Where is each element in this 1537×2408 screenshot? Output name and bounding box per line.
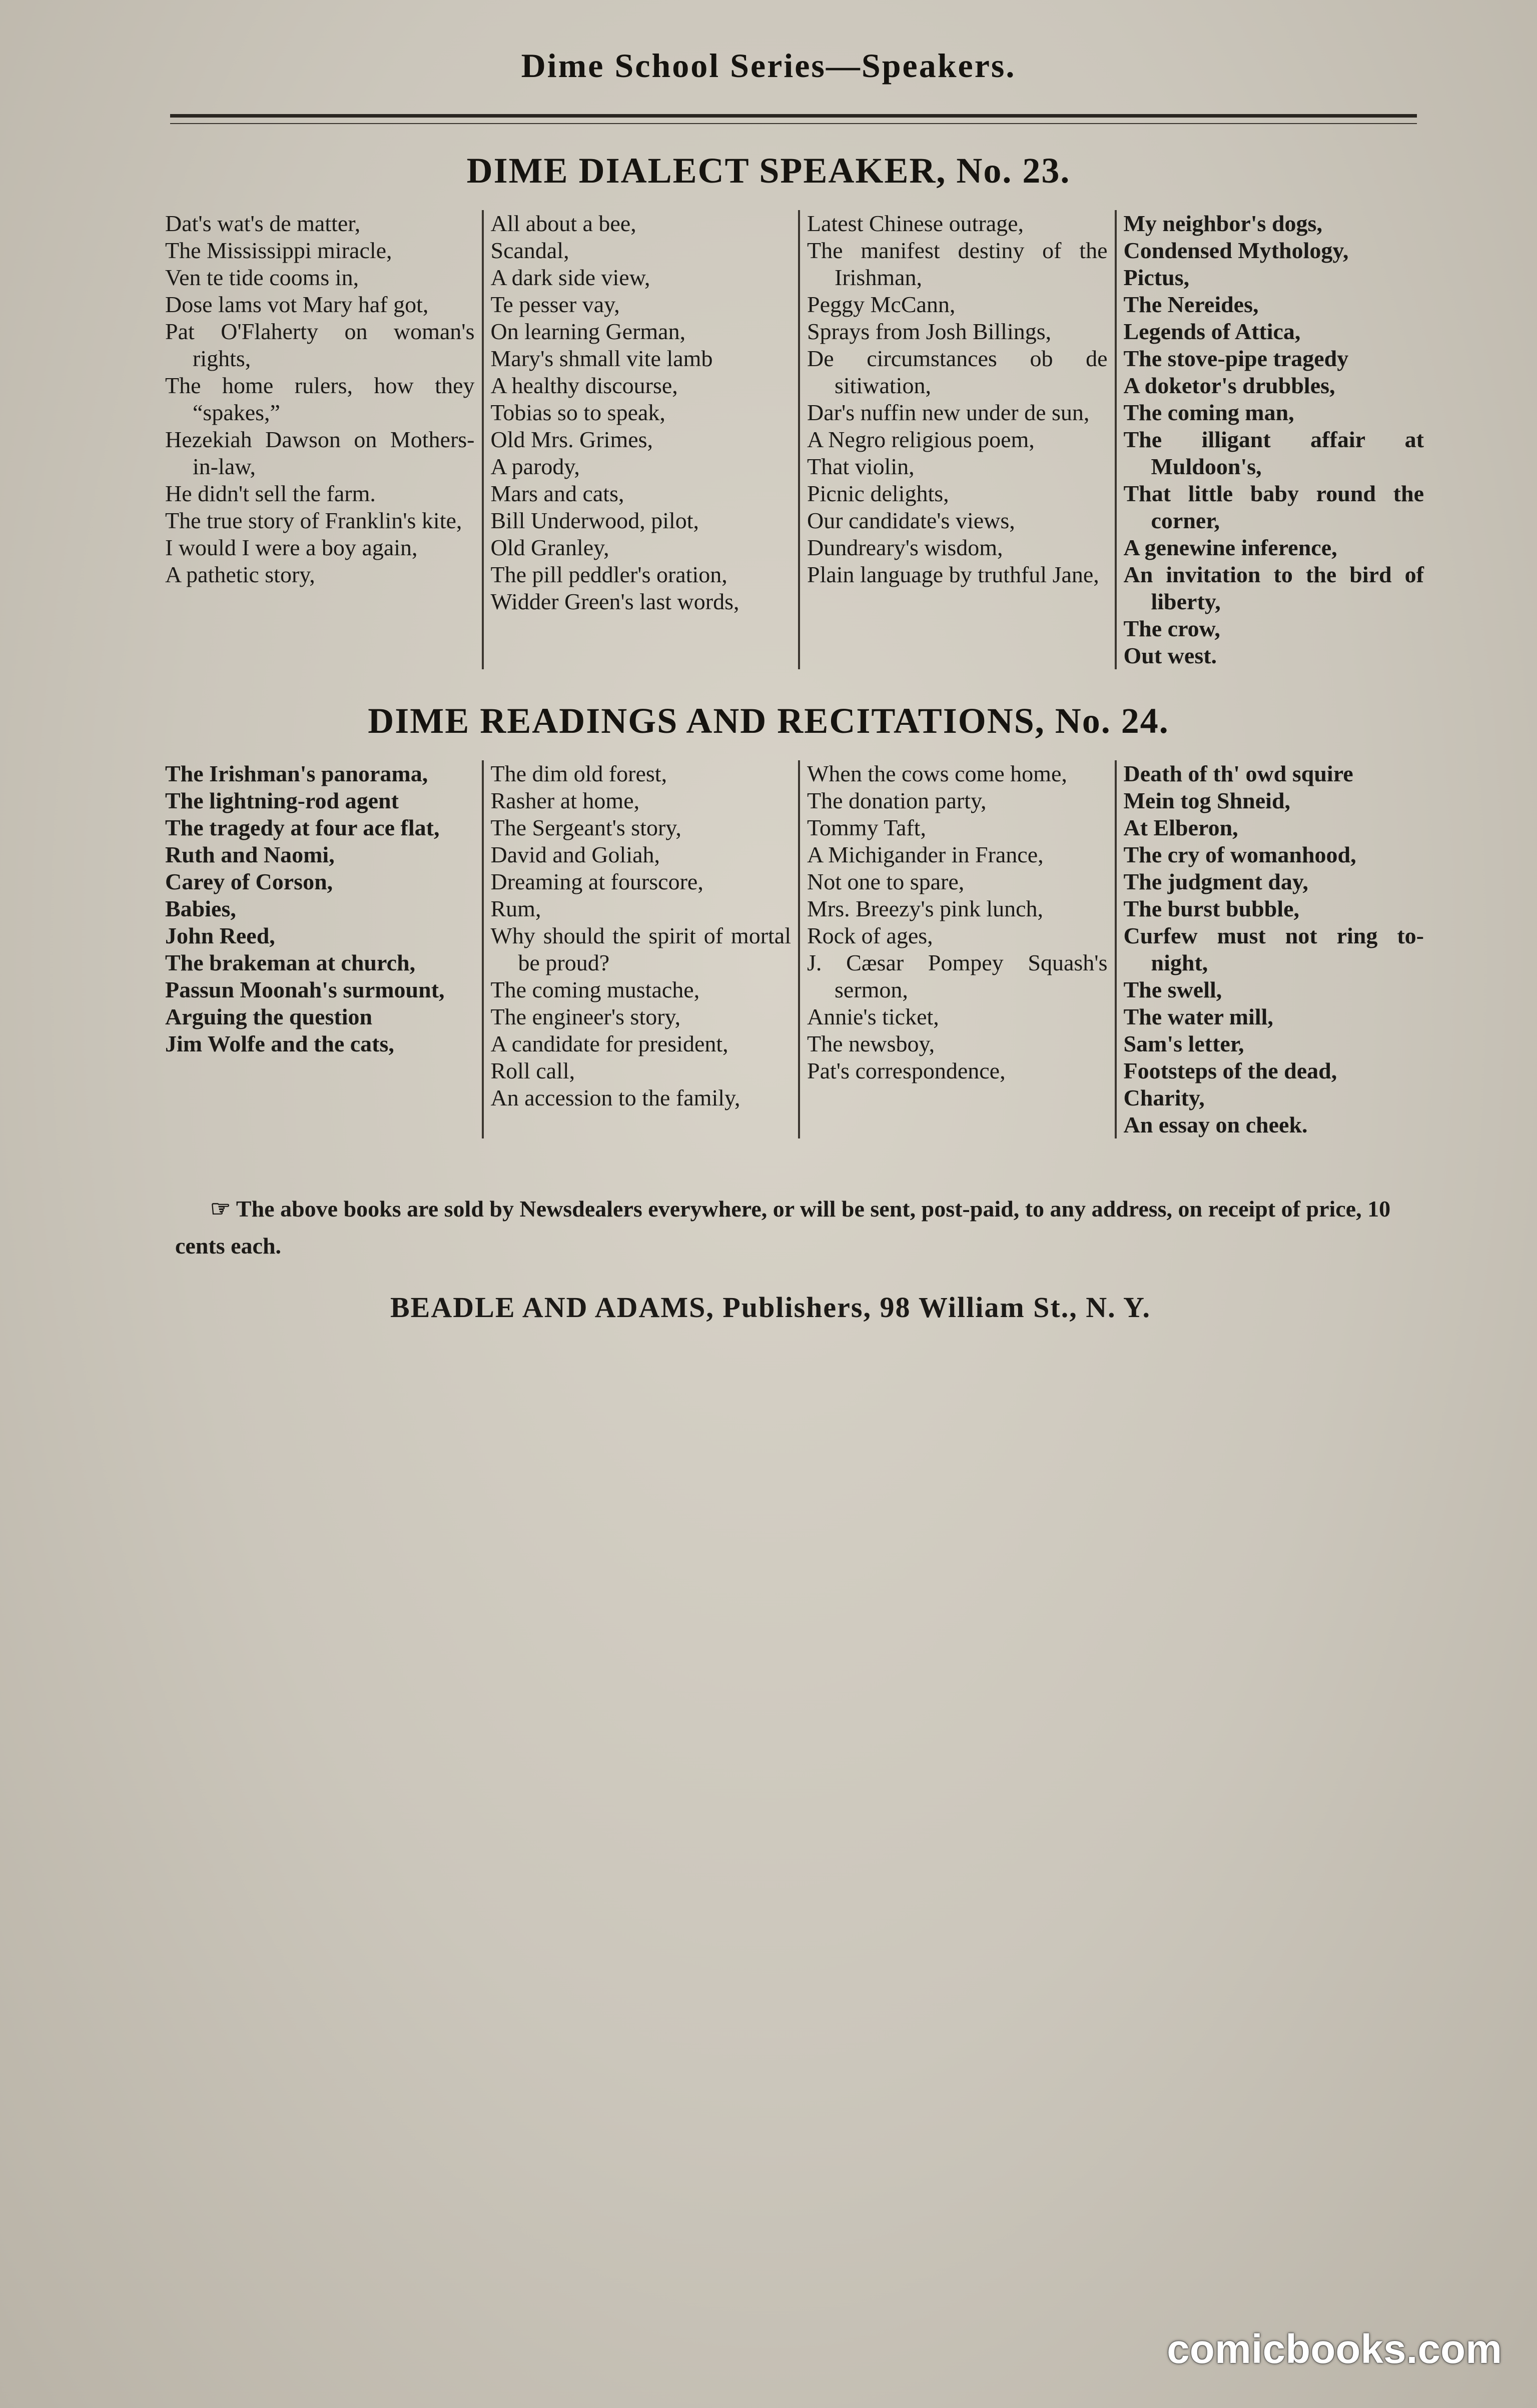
list-entry: The cry of womanhood, — [1123, 842, 1356, 867]
section-readings-recitations-columns — [165, 760, 1431, 1138]
list-entry: Our candidate's views, — [807, 508, 1015, 533]
column-3 — [798, 210, 1115, 669]
running-head: Dime School Series—Speakers. — [521, 47, 1016, 85]
list-entry: The burst bubble, — [1123, 896, 1300, 921]
header-rule-thin — [170, 123, 1417, 124]
list-entry: Rum, — [490, 896, 541, 921]
list-entry: Roll call, — [490, 1058, 575, 1083]
list-entry: John Reed, — [165, 923, 275, 948]
list-entry: The tragedy at four ace flat, — [165, 815, 440, 840]
list-entry: Passun Moonah's surmount, — [165, 977, 445, 1002]
list-entry: David and Goliah, — [490, 842, 660, 867]
column-2 — [482, 210, 799, 669]
list-entry: The illigant affair at Muldoon's, — [1123, 427, 1424, 479]
list-entry: J. Cæsar Pompey Squash's sermon, — [807, 950, 1108, 1002]
column-1 — [165, 210, 482, 669]
list-entry: A genewine inference, — [1123, 535, 1337, 560]
list-entry: Tommy Taft, — [807, 815, 927, 840]
list-entry: Old Granley, — [490, 535, 609, 560]
list-entry: The brakeman at church, — [165, 950, 416, 975]
column-4 — [1115, 210, 1431, 669]
list-entry: The Sergeant's story, — [490, 815, 681, 840]
list-entry: Plain language by truthful Jane, — [807, 562, 1099, 587]
list-entry: Not one to spare, — [807, 869, 965, 894]
list-entry: Pat O'Flaherty on woman's rights, — [165, 319, 475, 371]
column-4 — [1115, 760, 1431, 1138]
list-entry: Rock of ages, — [807, 923, 933, 948]
list-entry: Carey of Corson, — [165, 869, 333, 894]
list-entry: Charity, — [1123, 1085, 1205, 1110]
list-entry: The newsboy, — [807, 1031, 935, 1056]
list-entry: Hezekiah Dawson on Mothers-in-law, — [165, 427, 475, 479]
list-entry: That little baby round the corner, — [1123, 481, 1424, 533]
list-entry: The Nereides, — [1123, 292, 1259, 317]
list-entry: The crow, — [1123, 616, 1220, 641]
list-entry: A doketor's drubbles, — [1123, 373, 1335, 398]
list-entry: The engineer's story, — [490, 1004, 681, 1029]
list-entry: The judgment day, — [1123, 869, 1308, 894]
list-entry: Condensed Mythology, — [1123, 238, 1349, 263]
list-entry: A Michigander in France, — [807, 842, 1044, 867]
list-entry: Jim Wolfe and the cats, — [165, 1031, 394, 1056]
list-entry: Tobias so to speak, — [490, 400, 665, 425]
list-entry: Dar's nuffin new under de sun, — [807, 400, 1090, 425]
publisher-line: BEADLE AND ADAMS, Publishers, 98 William St., N. Y. — [390, 1291, 1151, 1324]
list-entry: Te pesser vay, — [490, 292, 620, 317]
list-entry: Picnic delights, — [807, 481, 949, 506]
list-entry: Dreaming at fourscore, — [490, 869, 703, 894]
list-entry: An essay on cheek. — [1123, 1112, 1308, 1137]
list-entry: An invitation to the bird of liberty, — [1123, 562, 1424, 614]
list-entry: Latest Chinese outrage, — [807, 211, 1024, 236]
list-entry: All about a bee, — [490, 211, 636, 236]
list-entry: Babies, — [165, 896, 236, 921]
list-entry: A dark side view, — [490, 265, 650, 290]
site-watermark: comicbooks.com — [1167, 2326, 1502, 2372]
list-entry: A parody, — [490, 454, 580, 479]
list-entry: Rasher at home, — [490, 788, 640, 813]
list-entry: The stove-pipe tragedy — [1123, 346, 1349, 371]
list-entry: A candidate for president, — [490, 1031, 728, 1056]
section-title-readings-recitations: DIME READINGS AND RECITATIONS, No. 24. — [368, 701, 1169, 741]
list-entry: De circumstances ob de sitiwation, — [807, 346, 1108, 398]
list-entry: Arguing the question — [165, 1004, 373, 1029]
list-entry: Bill Underwood, pilot, — [490, 508, 699, 533]
list-entry: At Elberon, — [1123, 815, 1238, 840]
list-entry: Mars and cats, — [490, 481, 624, 506]
list-entry: Ven te tide cooms in, — [165, 265, 359, 290]
section-title-dialect-speaker: DIME DIALECT SPEAKER, No. 23. — [466, 151, 1071, 191]
list-entry: On learning German, — [490, 319, 686, 344]
list-entry: Peggy McCann, — [807, 292, 956, 317]
list-entry: The Mississippi miracle, — [165, 238, 392, 263]
list-entry: The manifest destiny of the Irishman, — [807, 238, 1108, 290]
list-entry: Dundreary's wisdom, — [807, 535, 1003, 560]
section-dialect-speaker-columns — [165, 210, 1431, 669]
list-entry: The swell, — [1123, 977, 1222, 1002]
list-entry: Widder Green's last words, — [490, 589, 739, 614]
sales-notice: ☞ The above books are sold by Newsdealers everywhere, or will be sent, post-paid, to any address, on receipt of price, 10 cents each. — [175, 1196, 1391, 1259]
column-1 — [165, 760, 482, 1138]
list-entry: The dim old forest, — [490, 761, 667, 786]
list-entry: The coming man, — [1123, 400, 1294, 425]
list-entry: An accession to the family, — [490, 1085, 740, 1110]
list-entry: Mrs. Breezy's pink lunch, — [807, 896, 1044, 921]
list-entry: Pat's correspondence, — [807, 1058, 1006, 1083]
list-entry: The home rulers, how they “spakes,” — [165, 373, 475, 425]
list-entry: That violin, — [807, 454, 915, 479]
list-entry: The lightning-rod agent — [165, 788, 399, 813]
list-entry: Out west. — [1123, 643, 1217, 668]
list-entry: Why should the spirit of mortal be proud? — [490, 923, 791, 975]
list-entry: The donation party, — [807, 788, 987, 813]
list-entry: Footsteps of the dead, — [1123, 1058, 1337, 1083]
list-entry: A pathetic story, — [165, 562, 315, 587]
list-entry: Old Mrs. Grimes, — [490, 427, 653, 452]
list-entry: Sprays from Josh Billings, — [807, 319, 1052, 344]
list-entry: Mary's shmall vite lamb — [490, 346, 713, 371]
column-2 — [482, 760, 799, 1138]
list-entry: When the cows come home, — [807, 761, 1067, 786]
list-entry: Ruth and Naomi, — [165, 842, 335, 867]
list-entry: Legends of Attica, — [1123, 319, 1301, 344]
list-entry: The pill peddler's oration, — [490, 562, 727, 587]
list-entry: Scandal, — [490, 238, 569, 263]
list-entry: Dat's wat's de matter, — [165, 211, 361, 236]
column-3 — [798, 760, 1115, 1138]
list-entry: A healthy discourse, — [490, 373, 678, 398]
list-entry: Annie's ticket, — [807, 1004, 939, 1029]
list-entry: Sam's letter, — [1123, 1031, 1244, 1056]
list-entry: Pictus, — [1123, 265, 1190, 290]
list-entry: Mein tog Shneid, — [1123, 788, 1291, 813]
list-entry: Dose lams vot Mary haf got, — [165, 292, 429, 317]
list-entry: My neighbor's dogs, — [1123, 211, 1322, 236]
list-entry: Curfew must not ring to-night, — [1123, 923, 1424, 975]
header-rule — [170, 114, 1417, 118]
list-entry: Death of th' owd squire — [1123, 761, 1353, 786]
list-entry: The true story of Franklin's kite, — [165, 508, 462, 533]
list-entry: A Negro religious poem, — [807, 427, 1035, 452]
list-entry: I would I were a boy again, — [165, 535, 418, 560]
list-entry: The water mill, — [1123, 1004, 1273, 1029]
list-entry: The coming mustache, — [490, 977, 700, 1002]
list-entry: The Irishman's panorama, — [165, 761, 428, 786]
list-entry: He didn't sell the farm. — [165, 481, 376, 506]
